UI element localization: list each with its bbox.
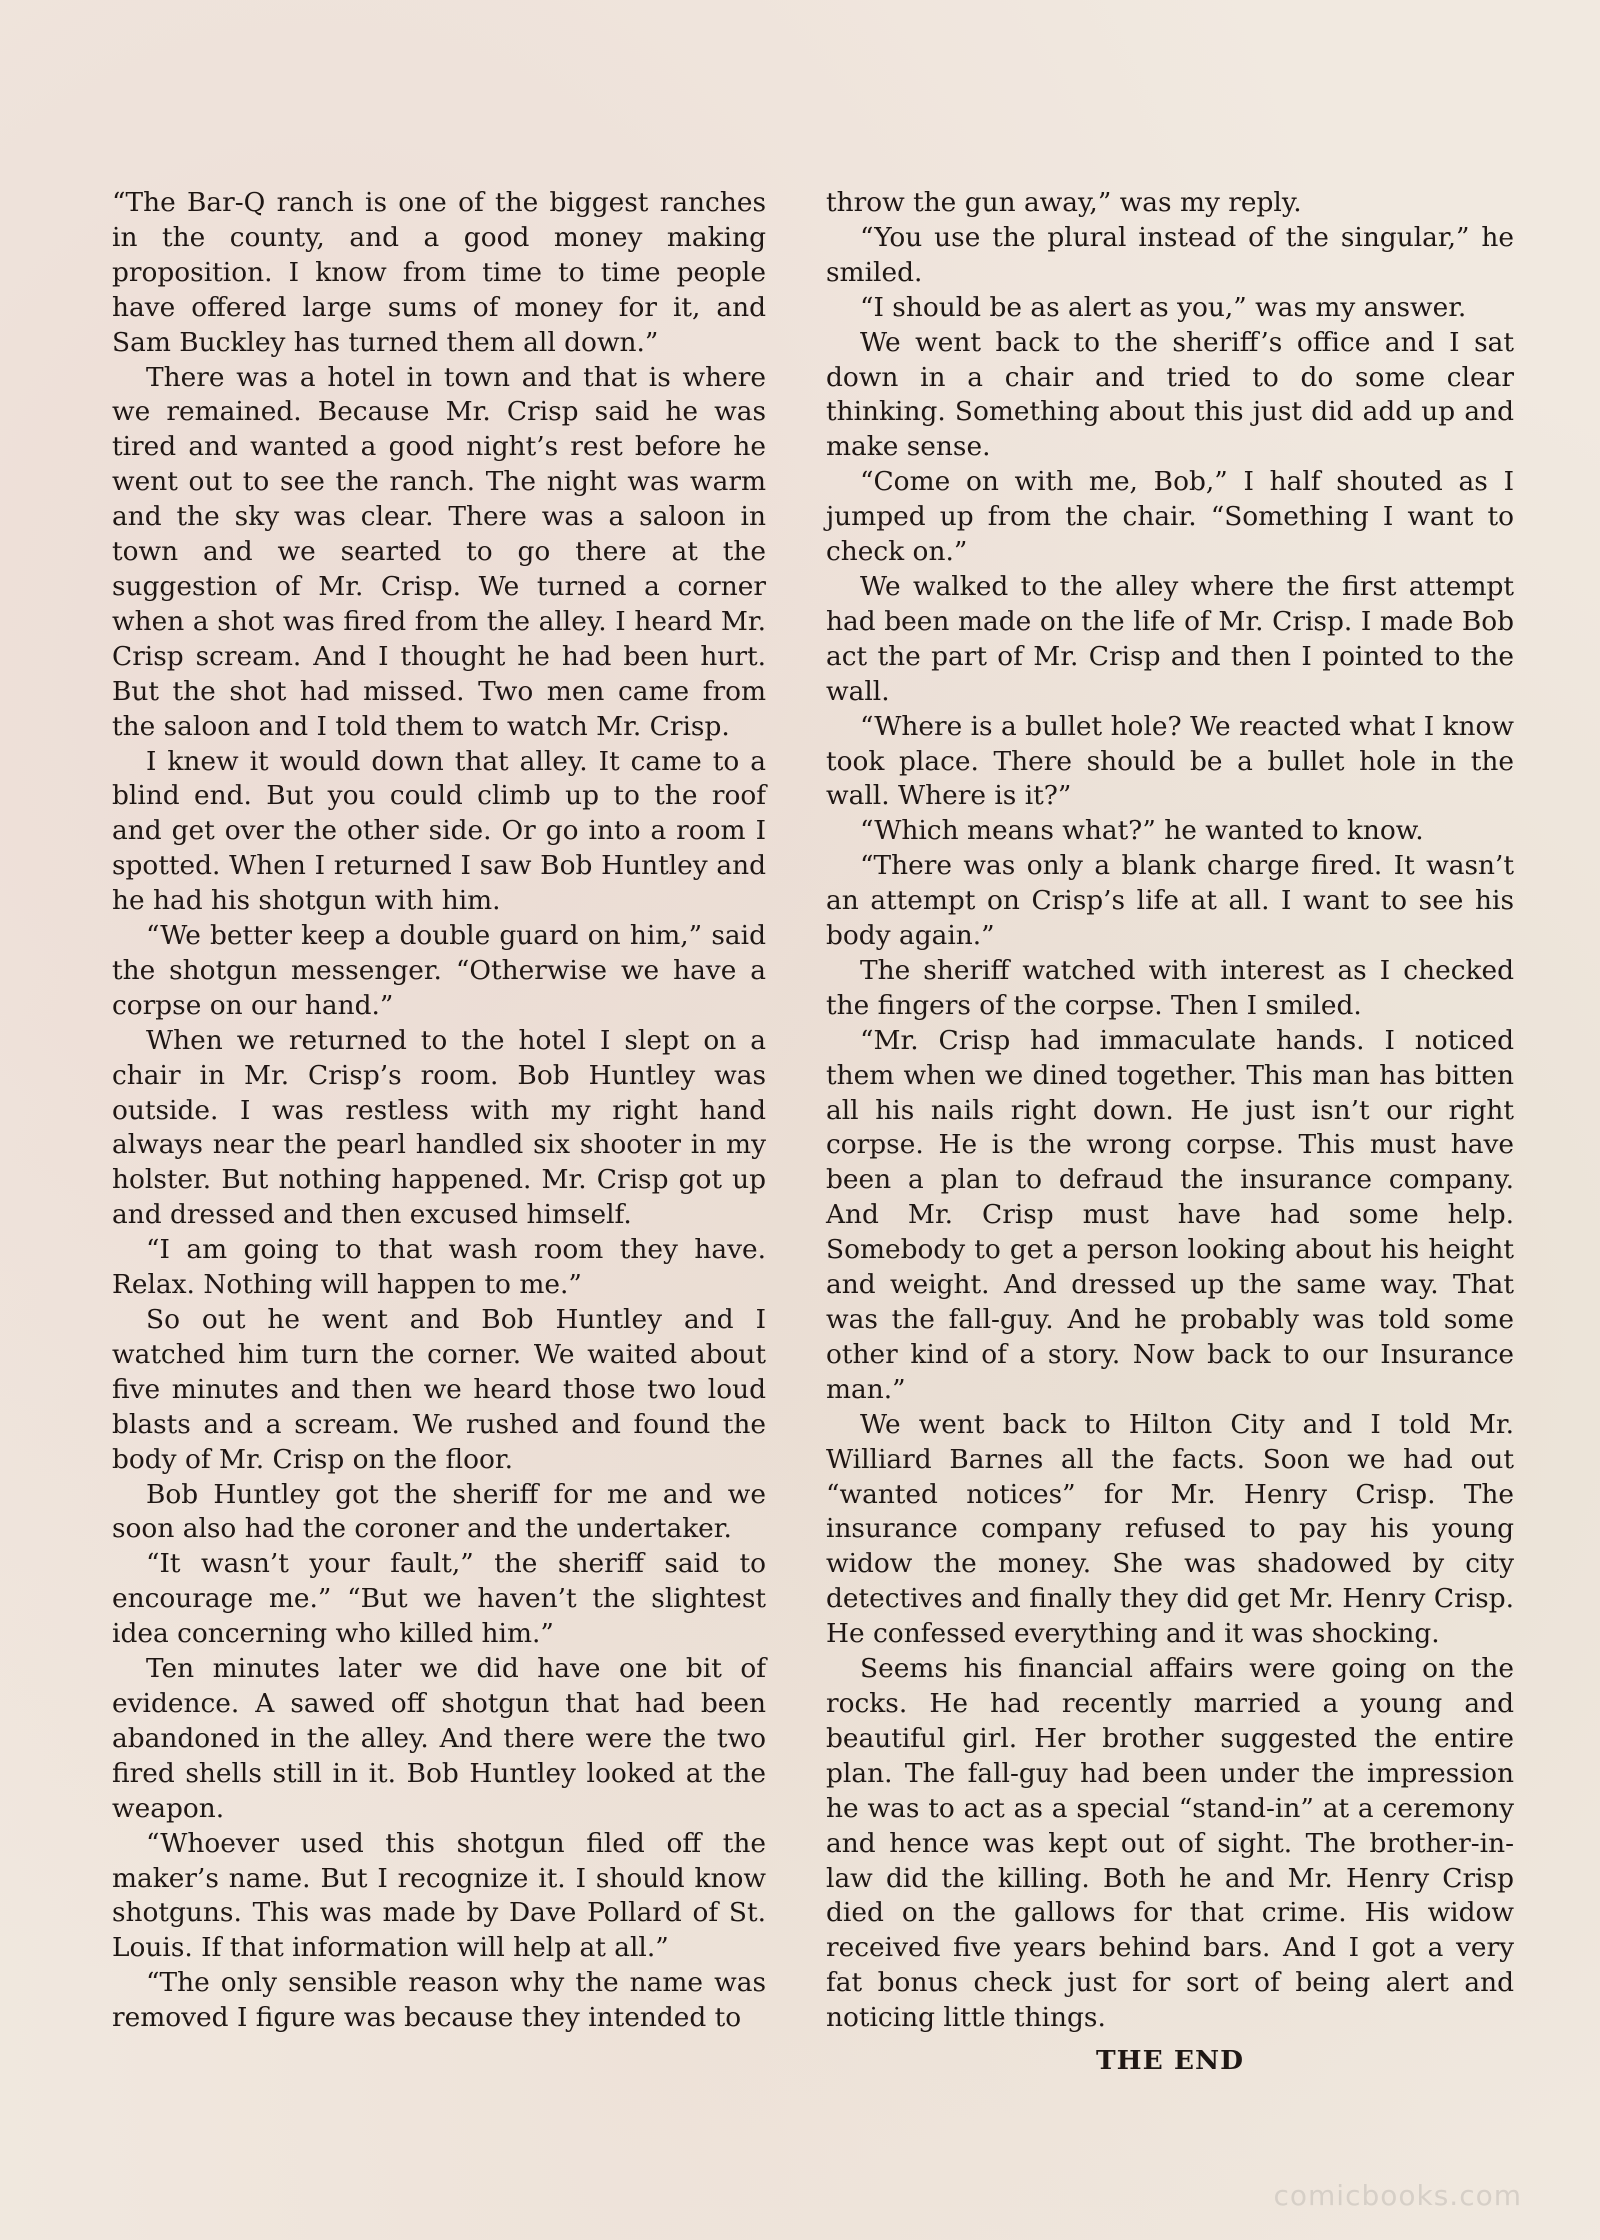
paragraph: Bob Huntley got the sheriff for me and we soon also had the coroner and the undertaker. (112, 1478, 766, 1545)
paragraph: There was a hotel in town and that is where we remained. Because Mr. Crisp said he was tired and wanted a good night’s rest before he went out to see the ranch. The night was warm and the sky was clear. There was a saloon in town and we searted to go there at the suggestion of Mr. Crisp. We turned a corner when a shot was fired from the alley. I heard Mr. Crisp scream. And I thought he had been hurt. But the shot had missed. Two men came from the saloon and I told them to watch Mr. Crisp. (112, 361, 766, 742)
paragraph: When we returned to the hotel I slept on a chair in Mr. Crisp’s room. Bob Huntley was outside. I was restless with my right hand always near the pearl handled six shooter in my holster. But nothing happened. Mr. Crisp got up and dressed and then excused himself. (112, 1024, 766, 1231)
paragraph: We went back to Hilton City and I told Mr. Williard Barnes all the facts. Soon we had out “wanted notices” for Mr. Henry Crisp. The insurance company refused to pay his young widow the money. She was shadowed by city detectives and finally they did get Mr. Henry Crisp. He confessed everything and it was shocking. (826, 1408, 1514, 1650)
paragraph: “I should be as alert as you,” was my answer. (860, 291, 1467, 323)
the-end-label: THE END (1096, 2045, 1244, 2077)
paragraph: “The Bar-Q ranch is one of the biggest ranches in the county, and a good money making proposition. I know from time to time people have offered large sums of money for it, and Sam Buckley has turned them all down.” (112, 187, 766, 358)
paragraph: “There was only a blank charge fired. It wasn’t an attempt on Crisp’s life at all. I want to see his body again.” (826, 850, 1514, 952)
paragraph: We walked to the alley where the first attempt had been made on the life of Mr. Crisp. I made Bob act the part of Mr. Crisp and then I pointed to the wall. (826, 570, 1514, 707)
site-watermark: comicbooks.com (1273, 2179, 1522, 2212)
paragraph: So out he went and Bob Huntley and I watched him turn the corner. We waited about five minutes and then we heard those two loud blasts and a scream. We rushed and found the body of Mr. Crisp on the floor. (112, 1304, 766, 1475)
paragraph: The sheriff watched with interest as I checked the fingers of the corpse. Then I smiled. (826, 954, 1514, 1021)
paragraph: “It wasn’t your fault,” the sheriff said to encourage me.” “But we haven’t the slightest idea concerning who killed him.” (112, 1548, 766, 1650)
paragraph: Seems his financial affairs were going on the rocks. He had recently married a young and beautiful girl. Her brother suggested the entire plan. The fall-guy had been under the impression he was to act as a special “stand-in” at a ceremony and hence was kept out of sight. The brother-in-law did the killing. Both he and Mr. Henry Crisp died on the gallows for that crime. His widow received five years behind bars. And I got a very fat bonus check just for sort of being alert and noticing little things. (826, 1653, 1514, 2034)
paragraph: “Mr. Crisp had immaculate hands. I noticed them when we dined together. This man has bitten all his nails right down. He just isn’t our right corpse. He is the wrong corpse. This must have been a plan to defraud the insurance company. And Mr. Crisp must have had some help. Somebody to get a person looking about his height and weight. And dressed up the same way. That was the fall-guy. And he probably was told some other kind of a story. Now back to our Insurance man.” (826, 1024, 1514, 1405)
paragraph: “You use the plural instead of the singular,” he smiled. (826, 221, 1514, 288)
paragraph: “We better keep a double guard on him,” said the shotgun messenger. “Otherwise we have a corpse on our hand.” (112, 920, 766, 1021)
right-text-column (826, 186, 1514, 2079)
paragraph: “Whoever used this shotgun filed off the maker’s name. But I recognize it. I should know shotguns. This was made by Dave Pollard of St. Louis. If that information will help at all.” (112, 1827, 766, 1964)
paragraph: “Which means what?” he wanted to know. (860, 815, 1424, 847)
left-text-column (112, 186, 766, 2036)
paragraph: I knew it would down that alley. It came to a blind end. But you could climb up to the roof and get over the other side. Or go into a room I spotted. When I returned I saw Bob Huntley and he had his shotgun with him. (112, 745, 766, 917)
paragraph: We went back to the sheriff’s office and I sat down in a chair and tried to do some clear thinking. Something about this just did add up and make sense. (826, 326, 1514, 463)
paragraph: “Come on with me, Bob,” I half shouted as I jumped up from the chair. “Something I want to check on.” (826, 466, 1514, 568)
paragraph: “I am going to that wash room they have. Relax. Nothing will happen to me.” (112, 1234, 766, 1301)
paragraph: “The only sensible reason why the name was removed I figure was because they intended to (112, 1967, 766, 2034)
paragraph: throw the gun away,” was my reply. (826, 187, 1302, 218)
paragraph: Ten minutes later we did have one bit of evidence. A sawed off shotgun that had been abandoned in the alley. And there were the two fired shells still in it. Bob Huntley looked at the weapon. (112, 1653, 766, 1824)
paragraph: “Where is a bullet hole? We reacted what I know took place. There should be a bullet hole in the wall. Where is it?” (826, 710, 1514, 812)
